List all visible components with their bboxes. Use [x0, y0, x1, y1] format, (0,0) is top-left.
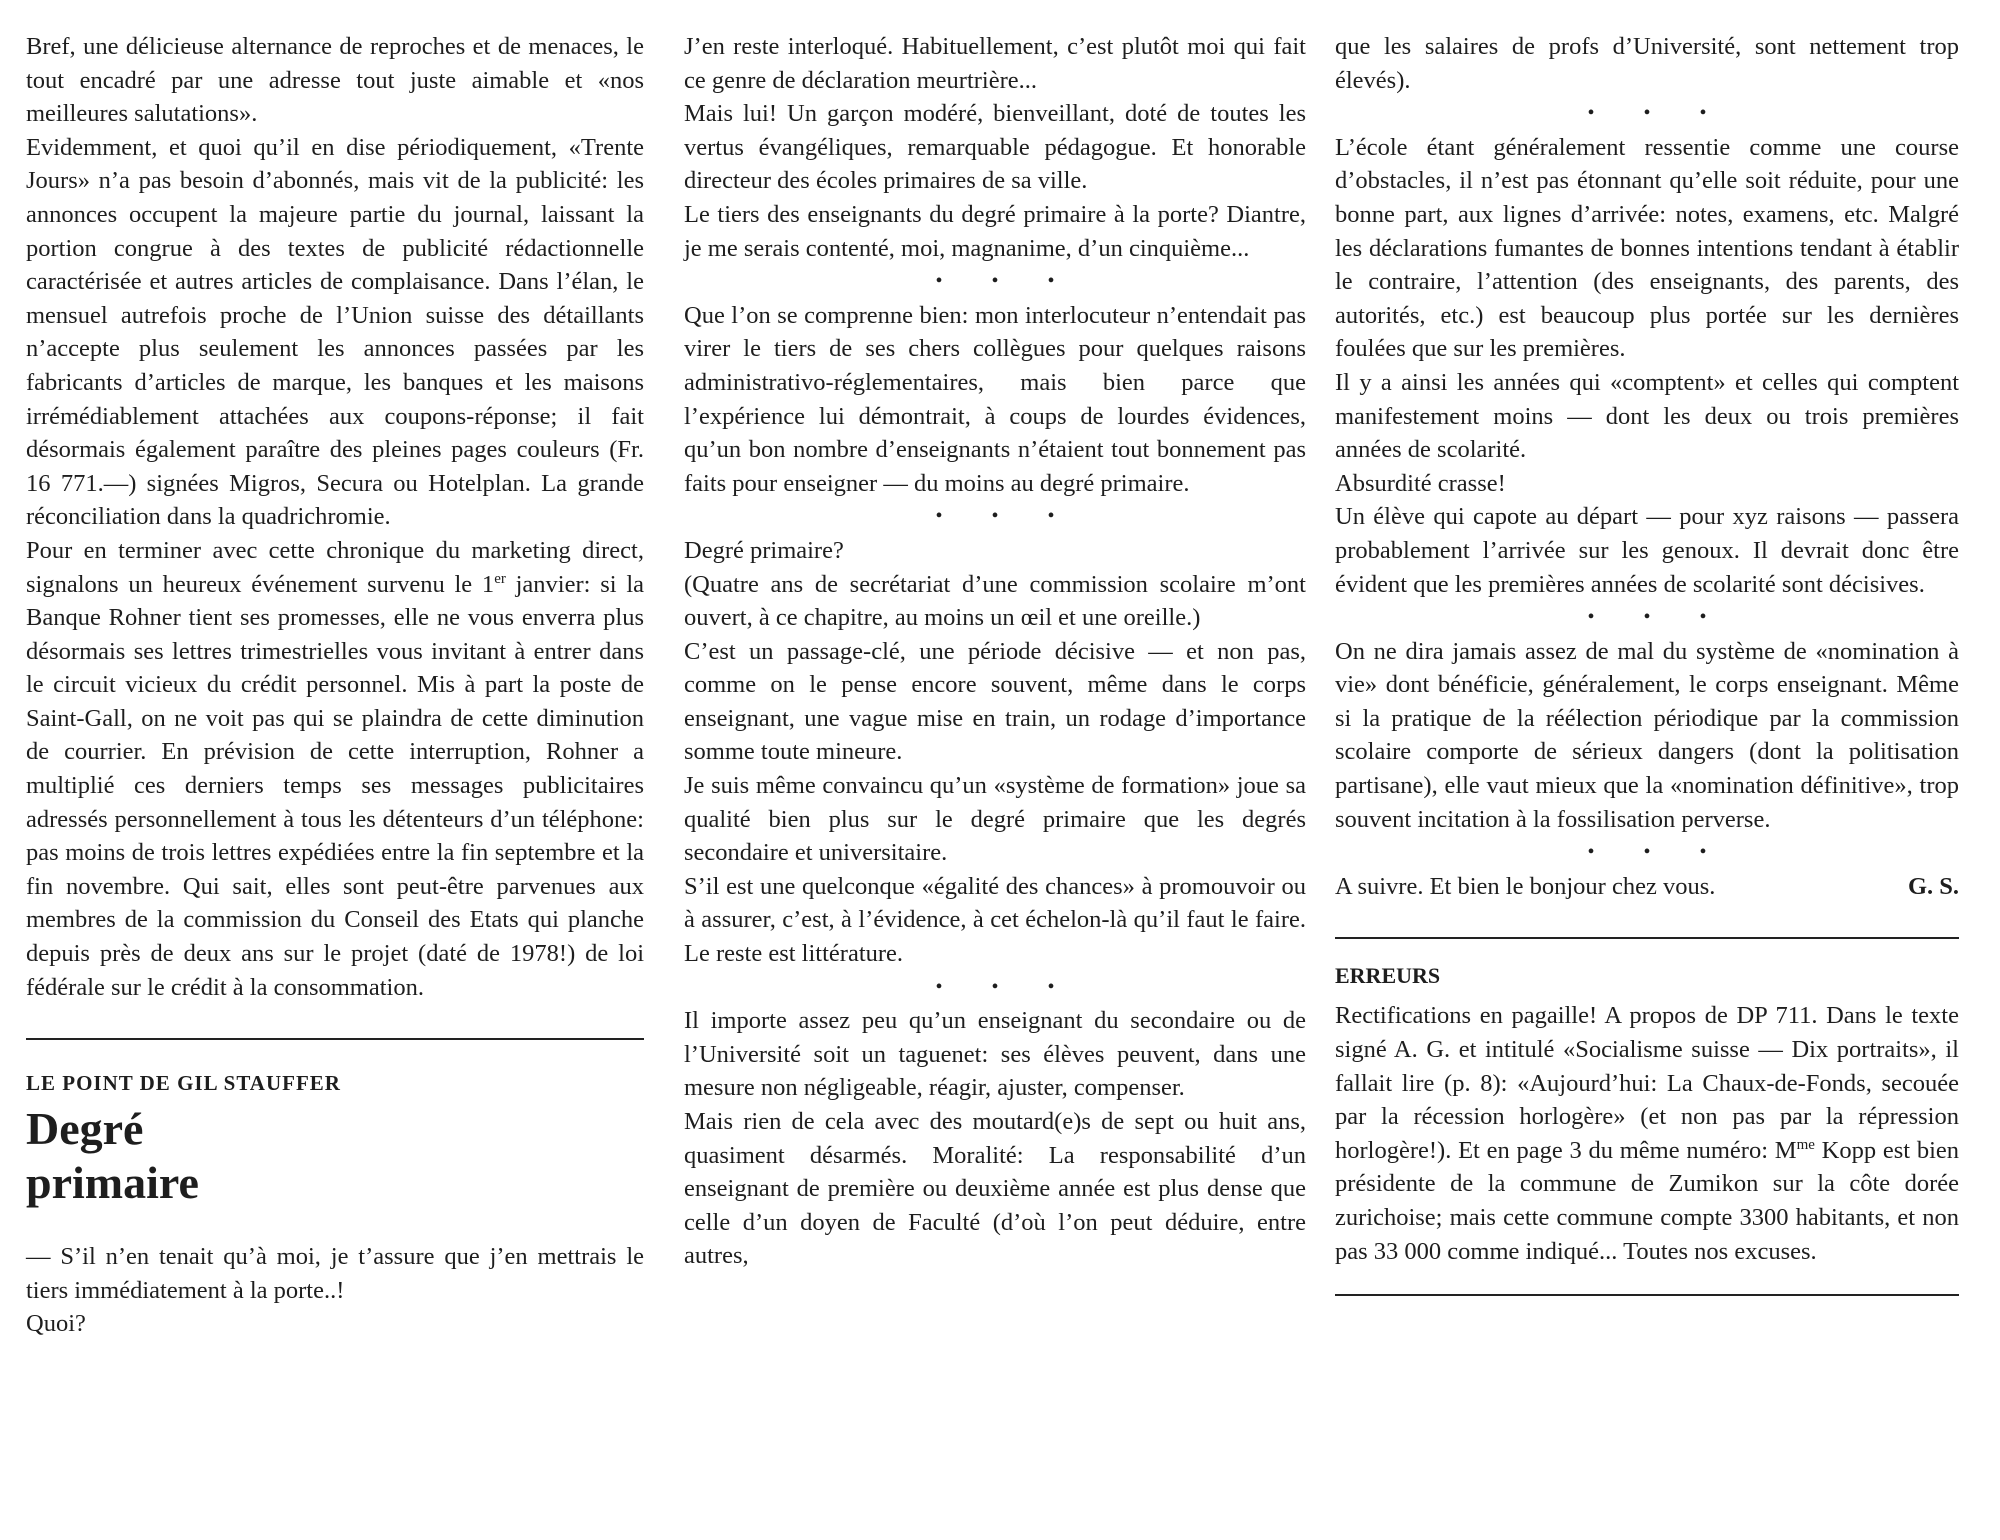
- paragraph: que les salaires de profs d’Université, sont nettement trop élevés).: [1335, 33, 1959, 94]
- separator-dots: • • •: [1587, 841, 1729, 864]
- paragraph: [1335, 999, 1959, 1268]
- separator-dots: • • •: [1587, 102, 1729, 125]
- superscript: me: [1796, 1136, 1815, 1153]
- text: Rectifications en pagaille! A propos de DP 711. Dans le texte signé A. G. et intitulé «Socialisme suisse — Dix portraits», il fallait lire (p. 8): «Aujourd’hui: La Chaux-de-Fonds, secouée par la récession horlogère» (et non pas par la répression horlogère!). Et en page 3 du même numéro: M: [1335, 1002, 1959, 1164]
- paragraph: S’il est une quelconque «égalité des chances» à promouvoir ou à assurer, c’est, à l’évidence, à cet échelon-là qu’il faut le faire. Le reste est littérature.: [684, 872, 1306, 968]
- paragraph: Il y a ainsi les années qui «comptent» et celles qui comptent manifestement moins — dont les deux ou trois premières années de scolarité.: [1335, 368, 1959, 464]
- article-headline: [26, 1102, 644, 1210]
- text: janvier: si la Banque Rohner tient ses promesses, elle ne vous enverra plus désormais ses lettres trimestrielles vous invitant à entrer dans le circuit vicieux du crédit personnel. Mis à part la poste de Saint-Gall, on ne voit pas qui se plaindra de cette diminution de courrier. En prévision de cette interruption, Rohner a multiplié ces derniers temps ses messages publicitaires adressés personnellement à tous les détenteurs d’un téléphone: pas moins de trois lettres expédiées entre la fin septembre et la fin novembre. Qui sait, elles sont peut-être parvenues aux membres de la commission du Conseil des Etats qui planche depuis près de deux ans sur le projet (daté de 1978!) de loi fédérale sur le crédit à la consommation.: [26, 570, 644, 1001]
- paragraph: Que l’on se comprenne bien: mon interlocuteur n’entendait pas virer le tiers de ses chers collègues pour quelques raisons administrativo-réglementaires, mais bien parce que l’expérience lui démontrait, à coups de lourdes évidences, qu’un bon nombre d’enseignants n’étaient tout bonnement pas faits pour enseigner — du moins au degré primaire.: [684, 301, 1306, 497]
- separator-dots: • • •: [935, 505, 1077, 528]
- paragraph: Je suis même convaincu qu’un «système de formation» joue sa qualité bien plus sur le degré primaire que les degrés secondaire et universitaire.: [684, 772, 1306, 867]
- column-3: [1335, 30, 1959, 1296]
- paragraph: (Quatre ans de secrétariat d’une commission scolaire m’ont ouvert, à ce chapitre, au moins un œil et une oreille.): [684, 570, 1306, 632]
- paragraph: J’en reste interloqué. Habituellement, c’est plutôt moi qui fait ce genre de déclaration meurtrière...: [684, 33, 1306, 94]
- section-divider: [26, 1038, 644, 1040]
- paragraph: [26, 534, 644, 1004]
- text: Kopp est bien présidente de la commune de Zumikon sur la côte dorée zurichoise; mais cette commune compte 3300 habitants, et non pas 33 000 comme indiqué... Toutes nos excuses.: [1335, 1136, 1959, 1265]
- separator-dots: • • •: [935, 975, 1077, 998]
- paragraph: Degré primaire?: [684, 536, 844, 564]
- signoff-text: A suivre. Et bien le bonjour chez vous.: [1335, 872, 1716, 900]
- column-2: [684, 30, 1306, 1273]
- superscript: er: [494, 570, 506, 587]
- section-divider: [1335, 1294, 1959, 1296]
- section-divider: [1335, 937, 1959, 939]
- headline-line: Degré: [26, 1103, 144, 1155]
- column-1: [26, 30, 644, 1341]
- text: Pour en terminer avec cette chronique du marketing direct, signalons un heureux événement survenu le 1: [26, 536, 644, 598]
- paragraph: C’est un passage-clé, une période décisive — et non pas, comme on le pense encore souvent, même dans le corps enseignant, une vague mise en train, un rodage d’importance somme toute mineure.: [684, 637, 1306, 766]
- paragraph: Mais rien de cela avec des moutard(e)s de sept ou huit ans, quasiment désarmés. Moralité: La responsabilité d’un enseignant de première ou deuxième année est plus dense que celle d’un doyen de Faculté (d’où l’on peut déduire, entre autres,: [684, 1108, 1306, 1270]
- author-signature: G. S.: [1907, 872, 1959, 900]
- paragraph: Absurdité crasse!: [1335, 469, 1506, 497]
- headline-line: primaire: [26, 1157, 199, 1209]
- paragraph: Quoi?: [26, 1310, 86, 1338]
- signoff-line: [1335, 870, 1959, 904]
- paragraph: — S’il n’en tenait qu’à moi, je t’assure que j’en mettrais le tiers immédiatement à la porte..!: [26, 1243, 644, 1304]
- paragraph: Un élève qui capote au départ — pour xyz raisons — passera probablement l’arrivée sur les genoux. Il devrait donc être évident que les premières années de scolarité sont décisives.: [1335, 503, 1959, 598]
- paragraph: On ne dira jamais assez de mal du système de «nomination à vie» dont bénéficie, généralement, le corps enseignant. Même si la pratique de la réélection périodique par la commission scolaire comporte de sérieux dangers (dont la politisation partisane), elle vaut mieux que la «nomination définitive», trop souvent incitation à la fossilisation perverse.: [1335, 637, 1959, 833]
- separator-dots: • • •: [935, 270, 1077, 293]
- paragraph: L’école étant généralement ressentie comme une course d’obstacles, il n’est pas étonnant qu’elle soit réduite, pour une bonne part, aux lignes d’arrivée: notes, examens, etc. Malgré les déclarations fumantes de bonnes intentions tendant à établir le contraire, l’attention (des enseignants, des parents, des autorités, etc.) est beaucoup plus portée sur les dernières foulées que sur les premières.: [1335, 133, 1959, 363]
- errata-heading: ERREURS: [1335, 963, 1441, 989]
- paragraph: Mais lui! Un garçon modéré, bienveillant, doté de toutes les vertus évangéliques, remarquable pédagogue. Et honorable directeur des écoles primaires de sa ville.: [684, 100, 1306, 195]
- article-kicker: LE POINT DE GIL STAUFFER: [26, 1071, 341, 1096]
- paragraph: Evidemment, et quoi qu’il en dise périodiquement, «Trente Jours» n’a pas besoin d’abonnés, mais vit de la publicité: les annonces occupent la majeure partie du journal, laissant la portion congrue à des textes de publicité rédactionnelle caractérisée et autres articles de complaisance. Dans l’élan, le mensuel autrefois proche de l’Union suisse des détaillants n’accepte plus seulement les annonces passées par les fabricants d’articles de marque, les banques et les maisons irrémédiablement attachées aux coupons-réponse; il fait désormais également paraître des pleines pages couleurs (Fr. 16 771.—) signées Migros, Secura ou Hotelplan. La grande réconciliation dans la quadrichromie.: [26, 133, 644, 531]
- paragraph: Le tiers des enseignants du degré primaire à la porte? Diantre, je me serais contenté, moi, magnanime, d’un cinquième...: [684, 200, 1306, 262]
- paragraph: Bref, une délicieuse alternance de reproches et de menaces, le tout encadré par une adresse tout juste aimable et «nos meilleures salutations».: [26, 33, 644, 128]
- separator-dots: • • •: [1587, 606, 1729, 629]
- paragraph: Il importe assez peu qu’un enseignant du secondaire ou de l’Université soit un taguenet: ses élèves peuvent, dans une mesure non négligeable, réagir, ajuster, compenser.: [684, 1007, 1306, 1102]
